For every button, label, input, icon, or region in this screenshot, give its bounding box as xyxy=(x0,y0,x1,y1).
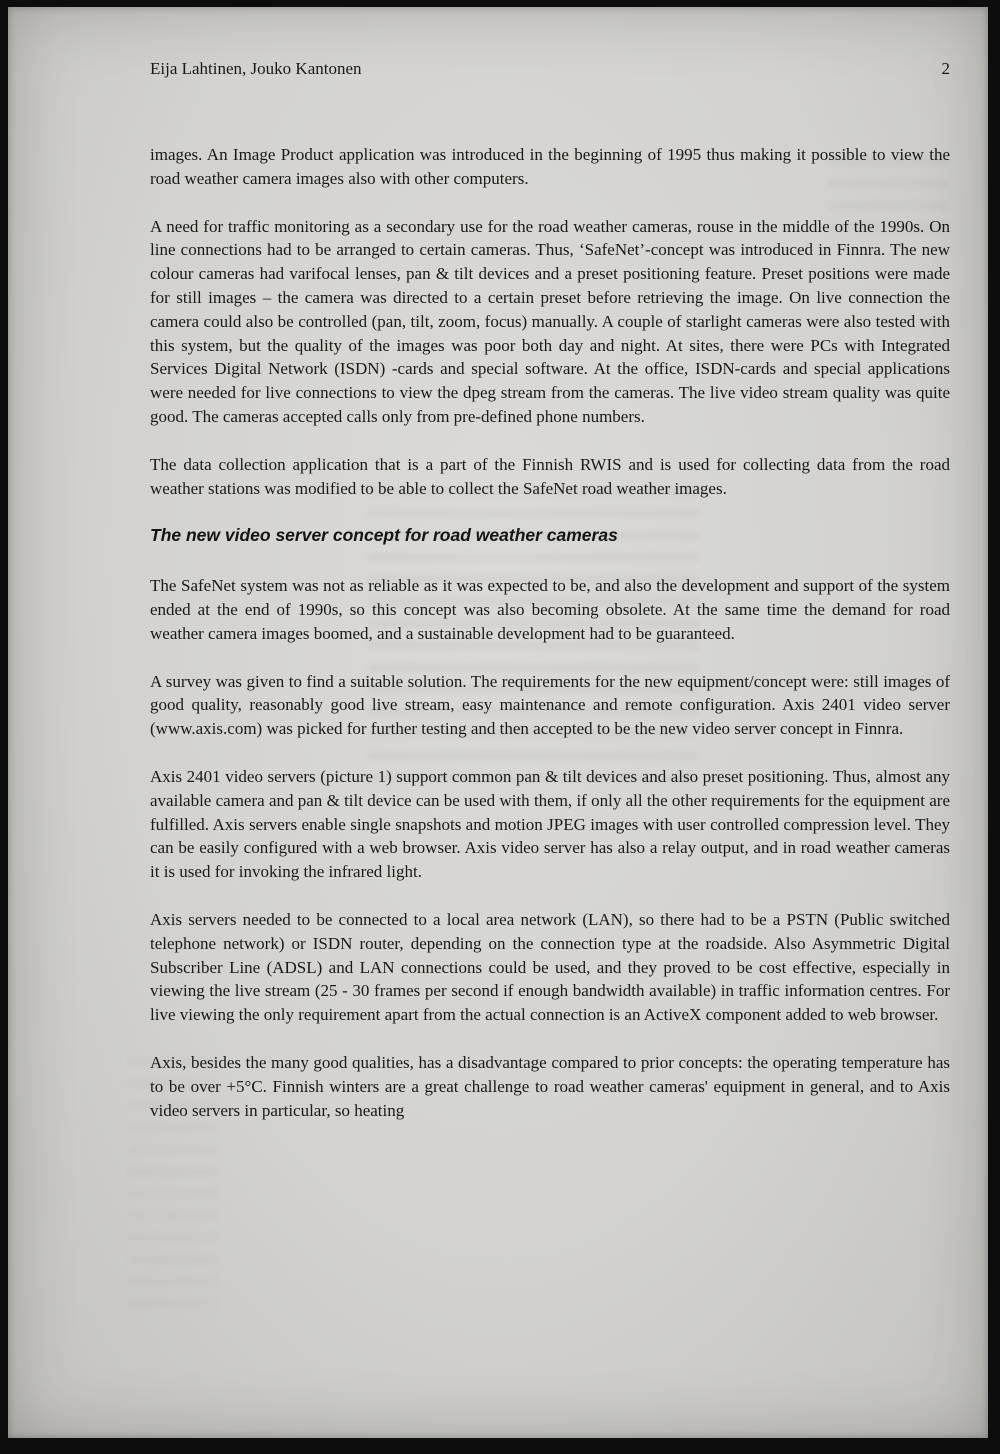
page-number: 2 xyxy=(941,59,950,78)
page-body xyxy=(150,143,950,1146)
paragraph: images. An Image Product application was introduced in the beginning of 1995 thus making it possible to view the road weather camera images also with other computers. xyxy=(150,145,950,188)
paragraph: Axis 2401 video servers (picture 1) support common pan & tilt devices and also preset positioning. Thus, almost any available camera and pan & tilt device can be used with them, if only all the other requirements for the equipment are fulfilled. Axis servers enable single snapshots and motion JPEG images with user controlled compression level. They can be easily configured with a web browser. Axis video server has also a relay output, and in road weather cameras it is used for invoking the infrared light. xyxy=(150,766,950,882)
paragraph: A need for traffic monitoring as a secondary use for the road weather cameras, rouse in the middle of the 1990s. On line connections had to be arranged to certain cameras. Thus, ‘SafeNet’-concept was introduced in Finnra. The new colour cameras had varifocal lenses, pan & tilt devices and a preset positioning feature. Preset positions were made for still images – the camera was directed to a certain preset before retrieving the image. On live connection the camera could also be controlled (pan, tilt, zoom, focus) manually. A couple of starlight cameras were also tested with this system, but the quality of the images was poor both day and night. At sites, there were PCs with Integrated Services Digital Network (ISDN) -cards and special software. At the office, ISDN-cards and special applications were needed for live connections to view the dpeg stream from the cameras. The live video stream quality was quite good. The cameras accepted calls only from pre-defined phone numbers. xyxy=(150,216,950,426)
page-header xyxy=(150,59,950,79)
paragraph: Axis servers needed to be connected to a local area network (LAN), so there had to be a PSTN (Public switched telephone network) or ISDN router, depending on the connection type at the roadside. Also Asymmetric Digital Subscriber Line (ADSL) and LAN connections could be used, and they proved to be cost effective, especially in viewing the live stream (25 - 30 frames per second if enough bandwidth available) in traffic information centres. For live viewing the only requirement apart from the actual connection is an ActiveX component added to web browser. xyxy=(150,909,950,1025)
section-heading: The new video server concept for road weather cameras xyxy=(150,525,618,546)
header-authors: Eija Lahtinen, Jouko Kantonen xyxy=(150,59,362,78)
paragraph: The data collection application that is a part of the Finnish RWIS and is used for collecting data from the road weather stations was modified to be able to collect the SafeNet road weather images. xyxy=(150,454,950,498)
paragraph: The SafeNet system was not as reliable as it was expected to be, and also the development and support of the system ended at the end of 1990s, so this concept was also becoming obsolete. At the same time the demand for road weather camera images boomed, and a sustainable development had to be guaranteed. xyxy=(150,576,950,643)
paragraph: A survey was given to find a suitable solution. The requirements for the new equipment/concept were: still images of good quality, reasonably good live stream, easy maintenance and remote configuration. Axis 2401 video server (www.axis.com) was picked for further testing and then accepted to be the new video server concept in Finnra. xyxy=(150,671,950,739)
paragraph: Axis, besides the many good qualities, has a disadvantage compared to prior concepts: the operating temperature has to be over +5°C. Finnish winters are a great challenge to road weather cameras' equipment in general, and to Axis video servers in particular, so heating xyxy=(150,1052,950,1120)
document-page xyxy=(8,7,988,1438)
